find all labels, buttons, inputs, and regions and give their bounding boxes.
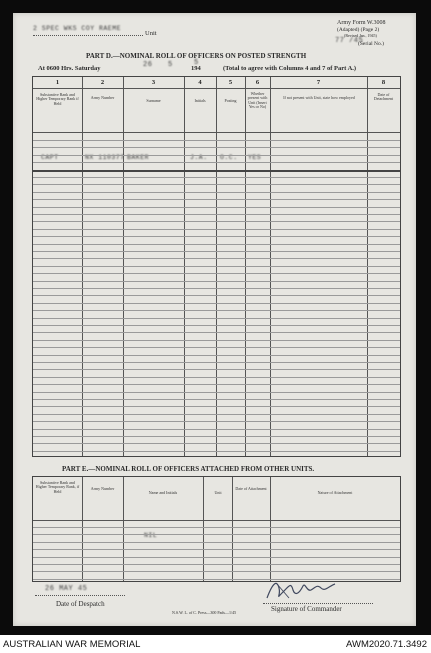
unit-dotted-line (33, 35, 143, 36)
ruled-line (33, 392, 400, 393)
entry-present: YES (248, 154, 262, 161)
ruled-line (33, 170, 400, 172)
ruled-line (33, 229, 400, 230)
ruled-line (33, 318, 400, 319)
form-sheet (13, 13, 416, 626)
serial-number-value: 77 /45 (335, 37, 364, 45)
ruled-line (33, 266, 400, 267)
printer-imprint: N.S.W. L. of C. Press—300 Pads—1/45 (172, 610, 237, 615)
ruled-line (33, 527, 400, 528)
ruled-line (33, 421, 400, 422)
ruled-line (33, 384, 400, 385)
col-2-number: 2 (100, 79, 105, 86)
ruled-line (33, 332, 400, 333)
ruled-line (33, 347, 400, 348)
entry-posting: O.C. (220, 154, 238, 161)
ruled-line (33, 340, 400, 341)
ruled-line (33, 244, 400, 245)
ruled-line (33, 542, 400, 543)
ruled-line (33, 451, 400, 452)
entry-initials: J.A. (190, 154, 208, 161)
entry-rank: CAPT (41, 154, 59, 161)
signature-label: Signature of Commander (271, 605, 342, 613)
signature-dotted-line (263, 603, 373, 604)
ruled-line (33, 147, 400, 148)
ruled-line (33, 369, 400, 370)
col-1-header: Substantive Rank and Higher Temporary Rank if Held (36, 92, 79, 106)
e-col-2-header: Army Number (90, 486, 115, 491)
ruled-line (33, 251, 400, 252)
col-8-number: 8 (381, 79, 386, 86)
date-month: 5 (168, 61, 173, 69)
ruled-line (33, 258, 400, 259)
ruled-line (33, 221, 400, 222)
e-entry-name: NIL (144, 532, 158, 539)
e-col-1-header: Substantive Rank and Higher Temporary Rank, if Held (35, 480, 80, 494)
part-d-table (32, 76, 401, 457)
ruled-line (33, 443, 400, 444)
date-day: 26 (143, 61, 153, 69)
commander-signature (263, 578, 343, 604)
serial-number-label: (Serial No.) (358, 41, 384, 47)
col-5-header: Posting (224, 98, 237, 103)
adapted-label: (Adapted) (Page 2) (337, 27, 380, 33)
ruled-line (33, 199, 400, 200)
col-4-header: Initials (194, 98, 206, 103)
col-3-number: 3 (151, 79, 156, 86)
part-e-table (32, 476, 401, 582)
date-year-suffix: 5 (194, 59, 199, 67)
e-col-3-header: Name and Initials (148, 490, 178, 495)
ruled-line (33, 281, 400, 282)
col-4-number: 4 (198, 79, 202, 86)
ruled-line (33, 399, 400, 400)
part-e-title: PART E.—NOMINAL ROLL OF OFFICERS ATTACHED FROM OTHER UNITS. (62, 465, 315, 473)
ruled-line (33, 177, 400, 178)
ruled-line (33, 564, 400, 565)
entry-surname: BAKER (127, 154, 150, 161)
ruled-line (33, 534, 400, 535)
revised-label: (Revised Jan., 1945) (344, 33, 377, 38)
ruled-line (33, 571, 400, 572)
ruled-line (33, 414, 400, 415)
despatch-dotted-line (35, 595, 125, 596)
unit-stamp: 2 SPEC WKS COY RAEME (33, 25, 122, 32)
ruled-line (33, 140, 400, 141)
archive-caption-right: AWM2020.71.3492 (346, 639, 427, 650)
col-7-number: 7 (316, 79, 321, 86)
at-time-label: At 0600 Hrs. Saturday (38, 65, 101, 72)
ruled-line (33, 310, 400, 311)
ruled-line (33, 192, 400, 193)
e-col-4-header: Unit (214, 490, 222, 495)
ruled-line (33, 549, 400, 550)
ruled-line (33, 303, 400, 304)
ruled-line (33, 155, 400, 156)
ruled-line (33, 436, 400, 437)
unit-label: Unit (145, 30, 157, 37)
col-7-header: If not present with Unit, state how employed (283, 95, 355, 100)
despatch-date-value: 26 MAY 45 (45, 585, 88, 593)
ruled-line (33, 579, 400, 580)
col-6-number: 6 (255, 79, 260, 86)
col-3-header: Surname (146, 98, 161, 103)
total-note: (Total to agree with Columns 4 and 7 of Part A.) (223, 65, 357, 72)
col-2-header: Army Number (90, 95, 115, 100)
ruled-line (33, 406, 400, 407)
ruled-line (33, 295, 400, 296)
e-col-6-header: Nature of Attachment (317, 490, 353, 495)
ruled-line (33, 162, 400, 163)
entry-army-number: NX 110377 (85, 154, 125, 161)
year-label: 194 (191, 65, 201, 72)
col-8-header: Date of Detachment (373, 92, 394, 102)
ruled-line (33, 362, 400, 363)
army-form-label: Army Form W.3008 (337, 20, 386, 26)
ruled-line (33, 355, 400, 356)
ruled-line (33, 429, 400, 430)
archive-caption-left: AUSTRALIAN WAR MEMORIAL (3, 639, 141, 650)
part-d-title: PART D.—NOMINAL ROLL OF OFFICERS ON POSTED STRENGTH (86, 52, 307, 60)
ruled-line (33, 288, 400, 289)
ruled-line (33, 557, 400, 558)
ruled-line (33, 184, 400, 185)
archive-caption-bar (0, 637, 431, 653)
col-1-number: 1 (55, 79, 60, 86)
col-6-header: Whether present with Unit (Insert Yes or No) (247, 91, 268, 110)
e-col-5-header: Date of Attachment (235, 486, 267, 491)
ruled-line (33, 273, 400, 274)
ruled-line (33, 214, 400, 215)
ruled-line (33, 207, 400, 208)
ruled-line (33, 377, 400, 378)
ruled-line (33, 236, 400, 237)
col-5-number: 5 (228, 79, 233, 86)
despatch-label: Date of Despatch (56, 600, 105, 608)
ruled-line (33, 325, 400, 326)
